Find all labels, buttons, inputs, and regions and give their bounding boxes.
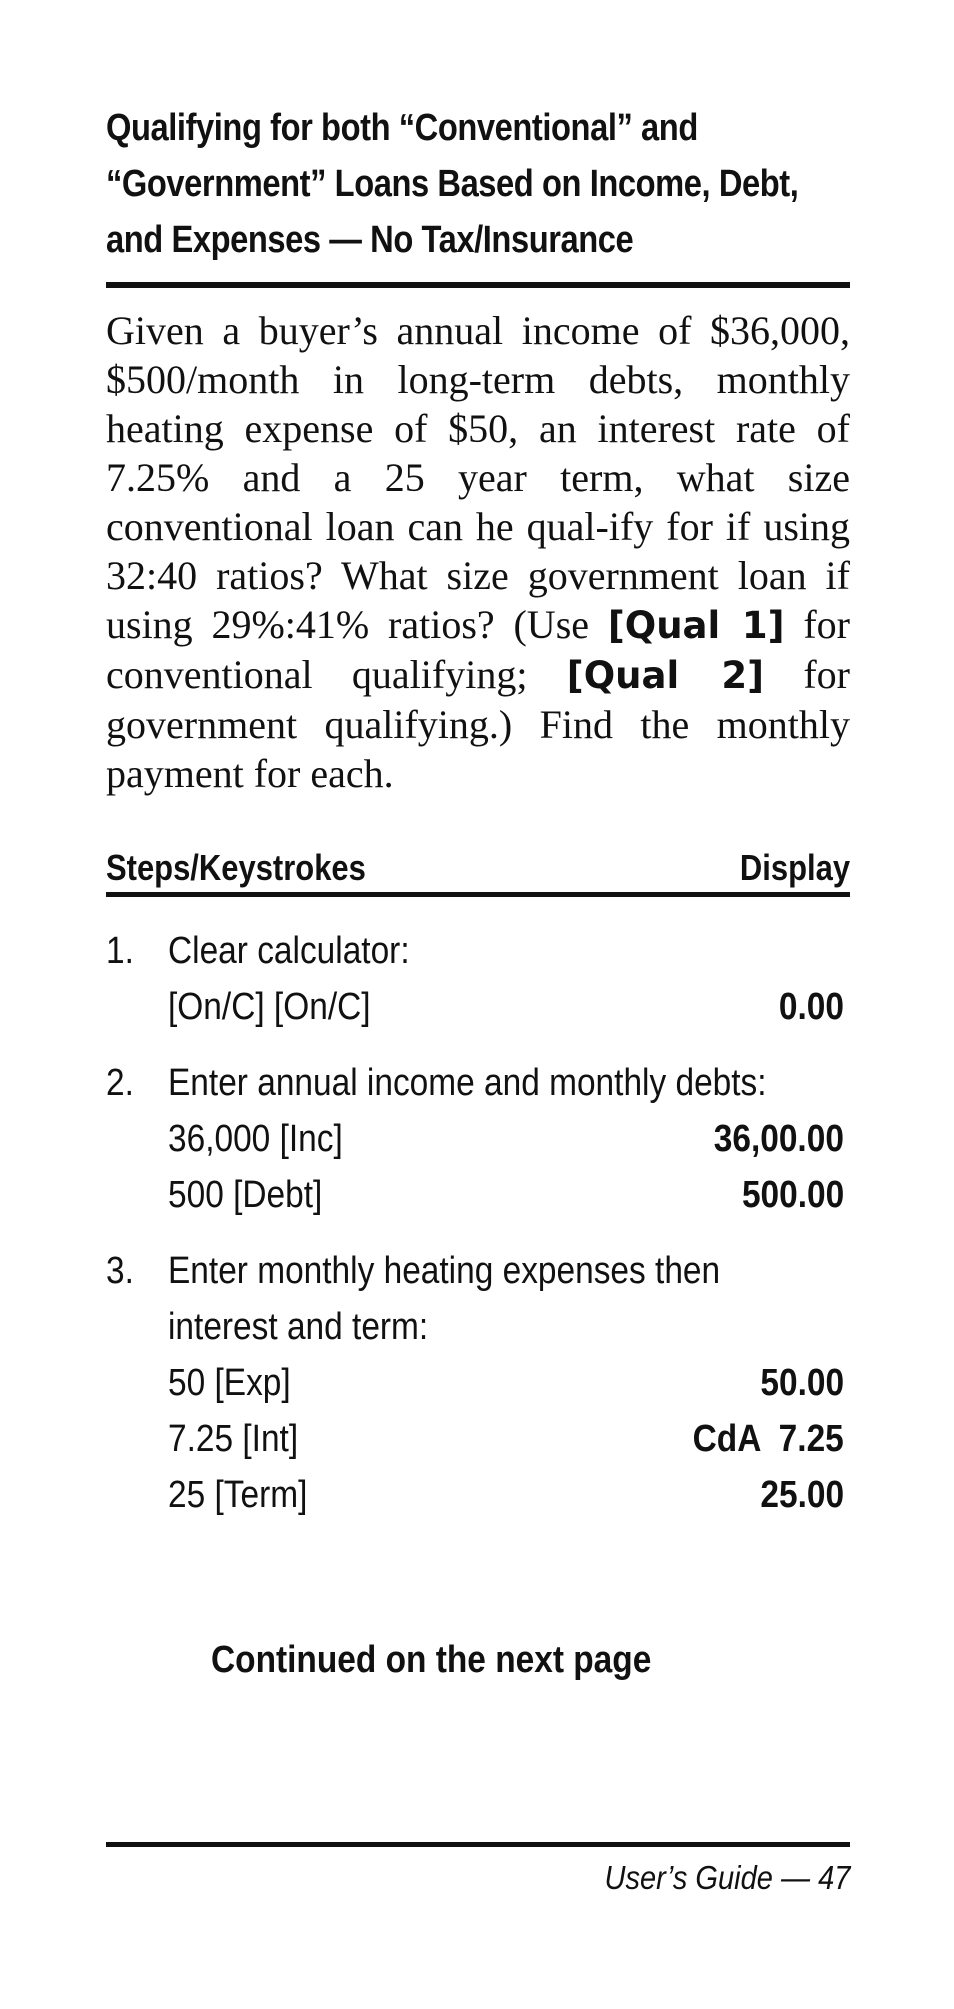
step-row: [106, 923, 850, 979]
problem-text-part-1: Given a buyer’s annual income of $36,000, $500/month in long-term debts, monthly heating expense of $50, an interest rate of 7.25% and a 25 year term, what size conventional loan can he qual-ify for if using 32:40 ratios? What size government loan if using 29%:41% ratios? (Use: [106, 308, 850, 647]
step-display-value: 36,00.00: [713, 1118, 844, 1160]
step-keystrokes: 50 [Exp]: [168, 1362, 291, 1404]
page-footer: User’s Guide — 47: [604, 1859, 850, 1896]
section-title-line-3: and Expenses — No Tax/Insurance: [106, 219, 634, 261]
step-row: [106, 1055, 850, 1111]
section-title: [106, 100, 850, 268]
step-display-value: CdA 7.25: [692, 1418, 844, 1460]
step-3: [106, 1243, 850, 1523]
title-divider: [106, 282, 850, 288]
step-keystrokes: 7.25 [Int]: [168, 1418, 299, 1460]
steps-table-header: [106, 846, 850, 890]
step-keystrokes: 500 [Debt]: [168, 1174, 323, 1216]
step-keystrokes: 36,000 [Inc]: [168, 1118, 343, 1160]
footer-divider: [106, 1842, 850, 1847]
step-row: [106, 1467, 850, 1523]
step-display-value: 0.00: [778, 986, 844, 1028]
step-row: [106, 1111, 850, 1167]
step-keystrokes: 25 [Term]: [168, 1474, 308, 1516]
step-description: Clear calculator:: [168, 930, 410, 972]
continued-notice: Continued on the next page: [211, 1639, 652, 1681]
step-description-continued: interest and term:: [168, 1306, 429, 1348]
step-row: [106, 1411, 850, 1467]
step-row: [106, 1243, 850, 1299]
step-row: [106, 1167, 850, 1223]
step-display-value: 25.00: [760, 1474, 844, 1516]
steps-header-divider: [106, 892, 850, 897]
step-number: 1.: [106, 930, 134, 972]
step-1: [106, 923, 850, 1035]
step-number: 3.: [106, 1250, 134, 1292]
step-row: [106, 979, 850, 1035]
steps-list: [106, 923, 850, 1523]
step-display-value: 500.00: [741, 1174, 844, 1216]
step-row: [106, 1355, 850, 1411]
step-row: [106, 1299, 850, 1355]
problem-text-part-2: for conventional qualifying;: [106, 602, 850, 697]
qual-1-key: [Qual 1]: [607, 604, 785, 647]
manual-page: [106, 100, 850, 1543]
step-keystrokes: [On/C] [On/C]: [168, 986, 371, 1028]
section-title-line-1: Qualifying for both “Conventional” and: [106, 107, 698, 149]
problem-statement: [106, 306, 850, 798]
steps-column-header: Steps/Keystrokes: [106, 847, 366, 888]
problem-text-part-3: for government qualifying.) Find the monthly payment for each.: [106, 652, 850, 796]
display-column-header: Display: [739, 847, 850, 888]
qual-2-key: [Qual 2]: [566, 654, 765, 697]
step-2: [106, 1055, 850, 1223]
section-title-line-2: “Government” Loans Based on Income, Debt,: [106, 163, 799, 205]
step-number: 2.: [106, 1062, 134, 1104]
step-display-value: 50.00: [760, 1362, 844, 1404]
step-description: Enter annual income and monthly debts:: [168, 1062, 767, 1104]
step-description: Enter monthly heating expenses then: [168, 1250, 721, 1292]
